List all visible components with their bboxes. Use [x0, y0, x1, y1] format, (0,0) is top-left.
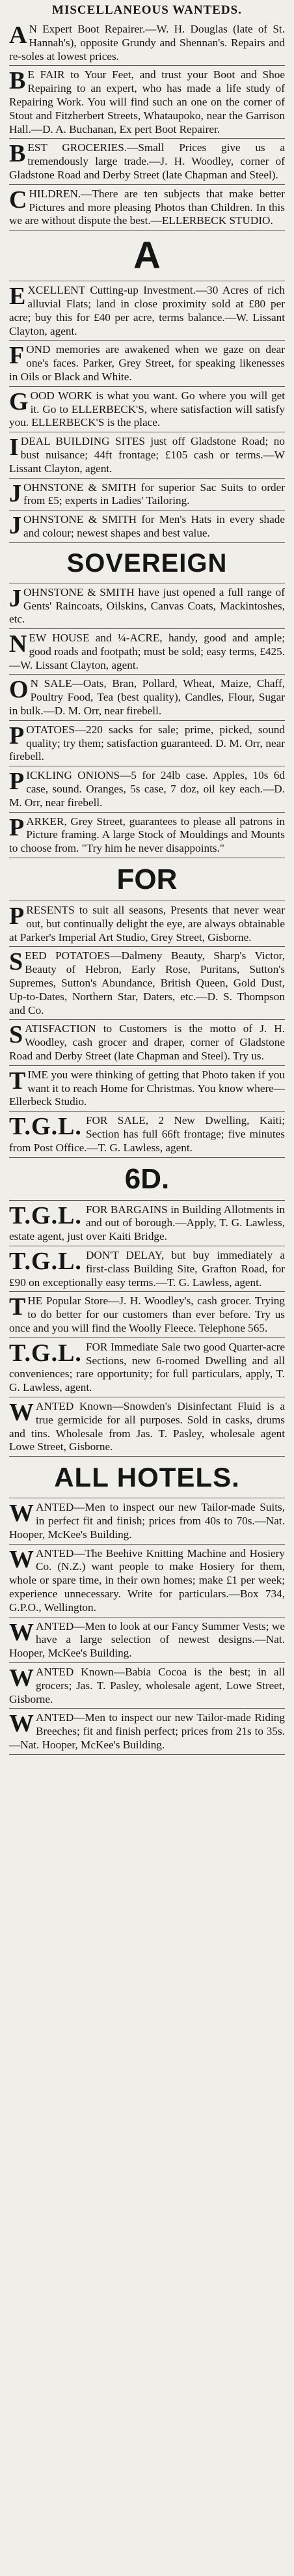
- classified-ad: [9, 1399, 285, 1457]
- ad-initial: W: [9, 1398, 34, 1426]
- ad-text: ANTED Known—Babia Cocoa is the best; in all grocers; Jas. T. Pasley, wholesale agent, Lowe Street, Gisborne.: [9, 1665, 285, 1705]
- classified-ad: [9, 768, 285, 812]
- ad-initial: T.G.L.: [9, 1201, 82, 1229]
- ad-initial: I: [9, 434, 19, 462]
- ad-initial: W: [9, 1545, 34, 1573]
- ad-initial: S: [9, 948, 23, 976]
- classified-ad: [9, 481, 285, 511]
- ad-text: XCELLENT Cutting-up Investment.—30 Acres of rich alluvial Flats; land in close proximity sold at £80 per acre; buy this for £40 per acre, terms balance.—W. Lissant Clayton, agent.: [9, 284, 285, 337]
- ad-text: ANTED—Men to look at our Fancy Summer Vests; we have a large selection of newest designs.—Nat. Hooper, McKee's Building.: [9, 1619, 285, 1660]
- ads-group-4: [9, 903, 285, 1112]
- display-text-sovereign: SOVEREIGN: [9, 545, 285, 583]
- classified-ad: [9, 1113, 285, 1157]
- ad-text: OHNSTONE & SMITH for superior Sac Suits to order from £5; experts in Ladies' Tailoring.: [23, 481, 285, 507]
- ad-initial: S: [9, 1021, 23, 1049]
- ads-group-2: [9, 283, 285, 543]
- display-text-for: FOR: [9, 860, 285, 901]
- ad-initial: B: [9, 140, 26, 168]
- ad-text: IME you were thinking of getting that Photo taken if you want it to reach Home for Christmas. You know where—Ellerbeck Studio.: [9, 1068, 285, 1108]
- ad-text: DEAL BUILDING SITES just off Gladstone Road; no bust nuisance; 44ft frontage; £105 cash or terms.—W Lissant Clayton, agent.: [9, 435, 285, 475]
- ad-initial: J: [9, 479, 21, 507]
- ad-text: ATISFACTION to Customers is the motto of J. H. Woodley, cash grocer and draper, corner of Gladstone Road and Derby Street (late Chapman and Steel). Try us.: [9, 1022, 285, 1063]
- ad-text: FOR SALE, 2 New Dwelling, Kaiti; Section has full 66ft frontage; five minutes from Post Office.—T. G. Lawless, agent.: [9, 1114, 285, 1154]
- classified-ad: [9, 903, 285, 947]
- ad-initial: J: [9, 512, 21, 540]
- classified-ad: [9, 1619, 285, 1663]
- ad-initial: E: [9, 283, 26, 311]
- ad-text: E FAIR to Your Feet, and trust your Boot and Shoe Repairing to an expert, who has made a life study of Repairing Work. You will find such an one on the corner of Stout and Fitzherbert Streets, Whataupoko, near the Garrison Hall.—D. A. Buchanan, Ex pert Boot Repairer.: [9, 68, 285, 135]
- classified-ad: [9, 585, 285, 629]
- ad-initial: W: [9, 1710, 34, 1738]
- ad-text: N SALE—Oats, Bran, Pollard, Wheat, Maize, Chaff, Poultry Food, Tea (best quality), Candles, Flour, Sugar in bulk.—D. M. Orr, near firebell.: [9, 677, 285, 718]
- ad-text: ANTED—Men to inspect our new Tailor-made Riding Breeches; fit and finish perfect; prices from 21s to 35s.—Nat. Hooper, McKee's Building.: [9, 1711, 285, 1751]
- ad-initial: T.G.L.: [9, 1113, 82, 1141]
- classified-ad: [9, 1068, 285, 1112]
- ad-text: N Expert Boot Repairer.—W. H. Douglas (late of St. Hannah's), opposite Grundy and Shennan's. Repairs and re-soles at lowest prices.: [9, 23, 285, 63]
- ads-group-wanted: [9, 1500, 285, 1755]
- classified-ad: [9, 1665, 285, 1709]
- ad-initial: W: [9, 1664, 34, 1692]
- ad-text: FOR Immediate Sale two good Quarter-acre Sections, new 6-roomed Dwelling and all conveniences; rare opportunity; for full particulars, apply, T. G. Lawless, agent.: [9, 1340, 285, 1394]
- ad-text: OTATOES—220 sacks for sale; prime, picked, sound quality; try them; satisfaction guaranteed. D. M. Orr, near firebell.: [9, 723, 285, 763]
- ad-text: FOR BARGAINS in Building Allotments in and out of borough.—Apply, T. G. Lawless, estate agent, just over Kaiti Bridge.: [9, 1203, 285, 1243]
- classified-ad: [9, 815, 285, 858]
- classified-ad: [9, 187, 285, 231]
- ad-initial: B: [9, 67, 26, 95]
- classified-ad: [9, 631, 285, 675]
- classified-ad: [9, 1022, 285, 1065]
- ad-initial: P: [9, 721, 25, 749]
- ad-text: HILDREN.—There are ten subjects that make better Pictures and more pleasing Photos than Children. In this we are without dispute the best.—ELLERBECK STUDIO.: [9, 187, 285, 227]
- ad-text: DON'T DELAY, but buy immediately a first-class Building Site, Grafton Road, for £90 on exceptionally easy terms.—T. G. Lawless, agent.: [9, 1248, 285, 1289]
- ad-initial: W: [9, 1618, 34, 1646]
- ad-initial: A: [9, 21, 27, 49]
- ad-text: EED POTATOES—Dalmeny Beauty, Sharp's Victor, Beauty of Hebron, Early Rose, Puritans, Sutton's Supremes, Sutton's Abundance, British Queen, Gold Dust, Up-to-Dates, Northern Star, Daters, etc.—D. S. Thompson and Co.: [9, 949, 285, 1016]
- classified-ad: [9, 1711, 285, 1754]
- ad-initial: P: [9, 813, 25, 841]
- ad-text: OND memories are awakened when we gaze on dear one's faces. Parker, Grey Street, for speaking likenesses in Oils or Black and White.: [9, 343, 285, 383]
- ad-initial: T.G.L.: [9, 1339, 82, 1367]
- display-text-all-hotels: ALL HOTELS.: [9, 1459, 285, 1498]
- ad-text: OOD WORK is what you want. Go where you will get it. Go to ELLERBECK'S, where satisfaction will satisfy you. ELLERBECK'S is the place.: [9, 389, 285, 429]
- ad-text: ARKER, Grey Street, guarantees to please all patrons in Picture framing. A large Stock of Mouldings and Mounts to choose from. "Try him he never disappoints.": [9, 815, 285, 855]
- ad-initial: P: [9, 768, 25, 796]
- ad-initial: F: [9, 342, 25, 370]
- ad-text: ANTED—The Beehive Knitting Machine and Hosiery Co. (N.Z.) want people to make Hosiery for them, whole or spare time, in their own homes; make £1 per week; experience unnecessary. Write for particulars.—Box 734, G.P.O., Wellington.: [9, 1547, 285, 1614]
- display-text-6d: 6D.: [9, 1160, 285, 1201]
- ad-text: EW HOUSE and ¼-ACRE, handy, good and ample; good roads and footpath; must be sold; easy terms, £425.—W. Lissant Clayton, agent.: [9, 632, 285, 671]
- ad-text: ANTED—Men to inspect our new Tailor-made Suits, in perfect fit and finish; prices from 40s to 70s.—Nat. Hooper, McKee's Building.: [9, 1501, 285, 1541]
- ad-initial: T: [9, 1293, 26, 1321]
- classified-ad: [9, 677, 285, 720]
- ad-initial: C: [9, 186, 27, 214]
- classified-ad: [9, 1203, 285, 1246]
- classified-ad: [9, 283, 285, 341]
- ad-text: EST GROCERIES.—Small Prices give us a tremendously large trade.—J. H. Woodley, corner of Gladstone Road and Derby Street (late Chapman and Steel).: [9, 141, 285, 181]
- classified-ad: [9, 141, 285, 184]
- classified-ad: [9, 68, 285, 139]
- ad-initial: J: [9, 584, 21, 612]
- classified-ad: [9, 949, 285, 1020]
- classified-ad: [9, 389, 285, 432]
- ads-group-3: [9, 585, 285, 858]
- display-text-a: A: [9, 232, 285, 281]
- ads-group-1: [9, 22, 285, 231]
- classified-ad: [9, 1248, 285, 1292]
- ads-group-tgl-1: [9, 1113, 285, 1157]
- ad-initial: N: [9, 630, 27, 658]
- ad-text: ICKLING ONIONS—5 for 24lb case. Apples, 10s 6d case, sound. Oranges, 5s case, 7 doz, oil key each.—D. M. Orr, near firebell.: [9, 769, 285, 809]
- ad-initial: P: [9, 903, 25, 931]
- ad-initial: T: [9, 1067, 26, 1095]
- ads-group-tgl-2: [9, 1203, 285, 1457]
- ad-initial: T.G.L.: [9, 1247, 82, 1275]
- classified-ad: [9, 343, 285, 386]
- ad-initial: G: [9, 387, 29, 415]
- classified-ad: [9, 1294, 285, 1337]
- classified-ad: [9, 1500, 285, 1544]
- section-heading: MISCELLANEOUS WANTEDS.: [52, 3, 242, 17]
- ad-text: ANTED Known—Snowden's Disinfectant Fluid is a true germicide for all purposes. Sold in casks, drums and tins. Wholesale from Jas. T. Pasley, wholesale agent Lowe Street, Gisborne.: [9, 1399, 285, 1453]
- classified-ad: [9, 1547, 285, 1617]
- ad-text: RESENTS to suit all seasons, Presents that never wear out, but continually delight the eye, are always obtainable at Parker's Imperial Art Studio, Grey Street, Gisborne.: [9, 904, 285, 944]
- ad-initial: W: [9, 1500, 34, 1528]
- classified-ad: [9, 512, 285, 543]
- ad-text: OHNSTONE & SMITH for Men's Hats in every shade and colour; newest shapes and best value.: [23, 513, 285, 539]
- ad-text: HE Popular Store—J. H. Woodley's, cash grocer. Trying to do better for our customers than ever before. Try us once and you will find the Woolly Fleece. Telephone 565.: [9, 1295, 285, 1334]
- classified-ad: [9, 723, 285, 766]
- classified-ad: [9, 22, 285, 66]
- ad-initial: O: [9, 676, 29, 704]
- classified-ad: [9, 1340, 285, 1397]
- ad-text: OHNSTONE & SMITH have just opened a full range of Gents' Raincoats, Oilskins, Canvas Coats, Mackintoshes, etc.: [9, 585, 285, 626]
- classified-ad: [9, 434, 285, 478]
